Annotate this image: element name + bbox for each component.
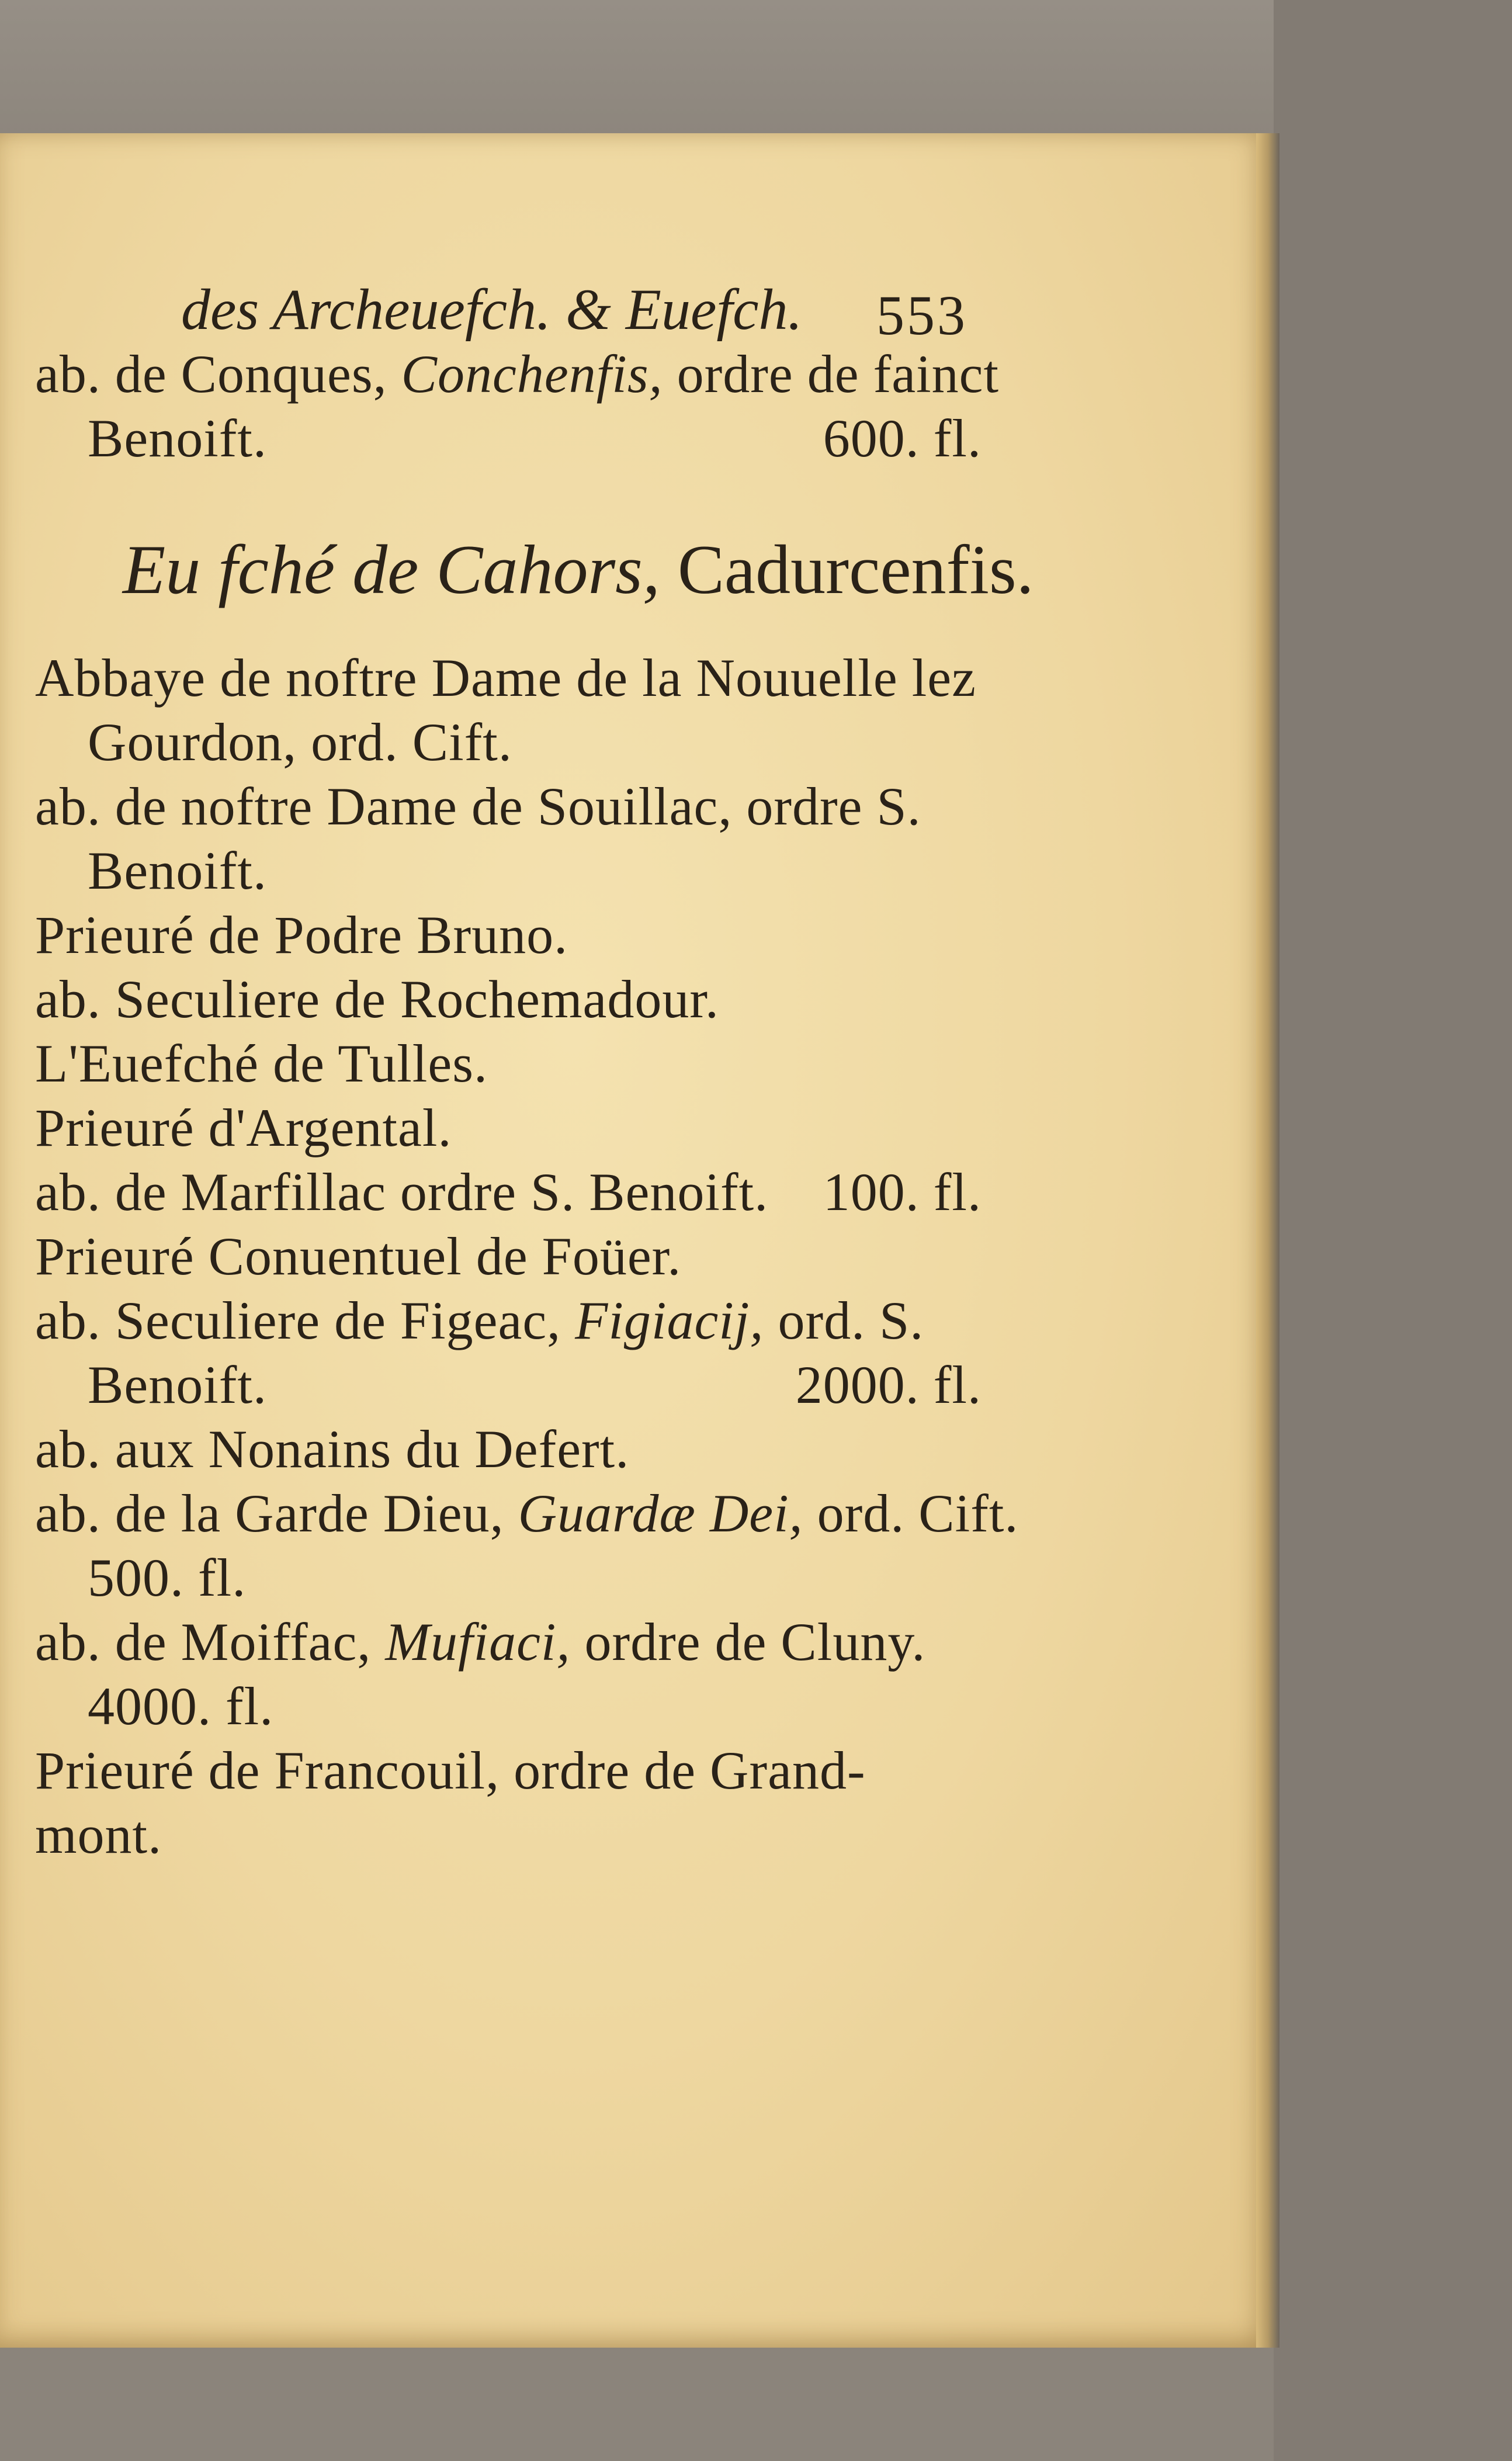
entry-text: ab. Seculiere de Rochemadour. <box>35 969 719 1029</box>
entry-text: Prieuré Conuentuel de Foüer. <box>35 1226 682 1286</box>
entry-text: L'Euefché de Tulles. <box>35 1034 488 1093</box>
list-item <box>88 1677 273 1735</box>
list-item <box>88 409 982 467</box>
list-item <box>35 1163 982 1221</box>
entry-text: Benoift. <box>88 408 267 468</box>
list-item <box>35 906 568 964</box>
list-item <box>35 1613 925 1671</box>
entry-text: Prieuré de Francouil, ordre de Grand- <box>35 1741 866 1800</box>
list-item <box>35 777 921 836</box>
entry-text: ab. de Marfillac ordre S. Benoift. <box>35 1162 769 1222</box>
list-item <box>88 1548 246 1607</box>
list-item <box>35 1805 162 1864</box>
entry-text: ab. aux Nonains du Defert. <box>35 1419 630 1479</box>
entry-text: ab. Seculiere de Figeac, <box>35 1291 561 1350</box>
entry-text-rest: ord. S. <box>778 1291 924 1350</box>
entry-text: Abbaye de noftre Dame de la Nouuelle lez <box>35 648 976 708</box>
section-heading <box>123 526 1034 613</box>
entry-text-rest: ordre de Cluny. <box>584 1612 926 1672</box>
entry-amount: 500. fl. <box>88 1548 247 1607</box>
list-item <box>35 1484 1018 1543</box>
entry-amount: 100. fl. <box>823 1162 982 1222</box>
entry-text: Benoift. <box>88 841 267 900</box>
entry-text-rest: ord. Cift. <box>817 1483 1019 1543</box>
list-item <box>35 1291 924 1350</box>
entry-latin-name: Figiacij, <box>575 1291 764 1350</box>
list-item <box>88 1356 982 1414</box>
page-number: 553 <box>876 284 967 346</box>
entry-amount: 4000. fl. <box>88 1676 274 1736</box>
entry-amount: 600. fl. <box>823 408 982 468</box>
entry-text: Gourdon, ord. Cift. <box>88 712 512 772</box>
running-header: des Archeuefch. & Euefch. <box>181 277 803 342</box>
entry-text: ab. de noftre Dame de Souillac, ordre S. <box>35 777 921 836</box>
entry-latin-name: Conchenfis, <box>401 344 663 404</box>
entry-text: ab. de Moiffac, <box>35 1612 372 1672</box>
list-item <box>35 1420 629 1478</box>
list-item <box>35 649 976 707</box>
entry-text: Benoift. <box>88 1355 267 1415</box>
entry-latin-name: Guardæ Dei, <box>518 1483 803 1543</box>
list-item <box>88 713 512 771</box>
list-item <box>35 1034 488 1093</box>
list-item <box>35 970 719 1028</box>
entry-text: Prieuré d'Argental. <box>35 1098 452 1157</box>
list-item <box>35 1227 681 1285</box>
section-heading-roman: Cadurcenfis. <box>677 531 1034 608</box>
entry-text: Prieuré de Podre Bruno. <box>35 905 568 965</box>
list-item <box>88 841 267 900</box>
page-edge-shadow <box>1256 133 1279 2348</box>
list-item <box>35 1098 452 1157</box>
section-heading-italic: Eu fché de Cahors, <box>123 531 660 608</box>
scanner-background-right <box>1274 0 1512 2461</box>
entry-text: ab. de Conques, <box>35 344 387 404</box>
entry-text: mont. <box>35 1805 162 1864</box>
entry-text-rest: ordre de fainct <box>677 344 1000 404</box>
list-item <box>35 344 1000 404</box>
entry-latin-name: Mufiaci, <box>385 1612 571 1672</box>
entry-amount: 2000. fl. <box>795 1355 982 1415</box>
list-item <box>35 1741 866 1800</box>
entry-text: ab. de la Garde Dieu, <box>35 1483 504 1543</box>
